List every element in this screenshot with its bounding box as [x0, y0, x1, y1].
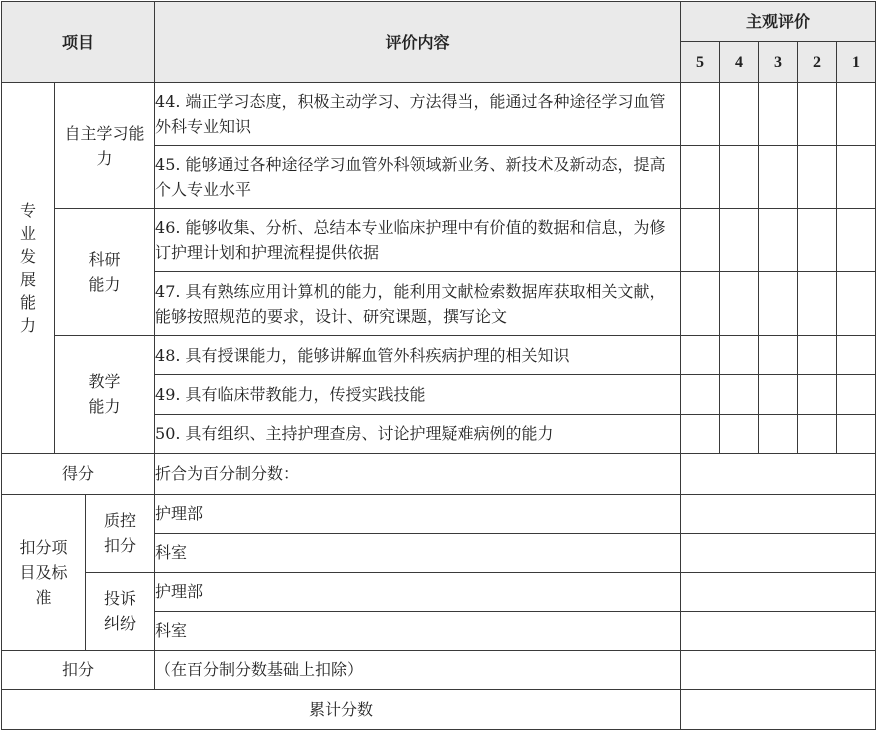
complaint-department: 科室: [155, 611, 681, 650]
score-header-2: 2: [798, 42, 837, 83]
score-cell[interactable]: [681, 146, 720, 209]
score-cell[interactable]: [798, 209, 837, 272]
deduction-items-label: 扣分项目及标准: [19, 537, 68, 607]
total-value-cell[interactable]: [681, 689, 876, 729]
score-cell[interactable]: [798, 336, 837, 375]
score-cell[interactable]: [798, 272, 837, 336]
score-cell[interactable]: [837, 336, 876, 375]
score-cell[interactable]: [837, 375, 876, 414]
score-cell[interactable]: [759, 209, 798, 272]
score-label: 得分: [2, 453, 155, 494]
score-cell[interactable]: [681, 414, 720, 453]
group-research: [55, 209, 155, 336]
deduction-total-value-cell[interactable]: [681, 650, 876, 689]
item-44: 44. 端正学习态度，积极主动学习、方法得当，能通过各种途径学习血管外科专业知识: [155, 83, 681, 146]
category-cell: [2, 83, 55, 453]
item-50: 50. 具有组织、主持护理查房、讨论护理疑难病例的能力: [155, 414, 681, 453]
deduction-value-cell[interactable]: [681, 494, 876, 533]
score-cell[interactable]: [720, 272, 759, 336]
score-cell[interactable]: [720, 414, 759, 453]
header-content: 评价内容: [155, 2, 681, 83]
score-cell[interactable]: [837, 414, 876, 453]
deduction-text: （在百分制分数基础上扣除）: [155, 650, 681, 689]
score-cell[interactable]: [720, 209, 759, 272]
score-row: [2, 453, 876, 494]
total-row: [2, 689, 876, 729]
table-row: [2, 209, 876, 272]
score-cell[interactable]: [681, 336, 720, 375]
header-item: 项目: [2, 2, 155, 83]
score-cell[interactable]: [759, 375, 798, 414]
deduction-value-cell[interactable]: [681, 533, 876, 572]
header-row: [2, 2, 876, 42]
score-header-3: 3: [759, 42, 798, 83]
table-row: [2, 83, 876, 146]
score-header-4: 4: [720, 42, 759, 83]
score-cell[interactable]: [681, 209, 720, 272]
deduction-items-label-cell: [2, 494, 86, 650]
score-cell[interactable]: [720, 375, 759, 414]
score-cell[interactable]: [759, 336, 798, 375]
total-label: 累计分数: [2, 689, 681, 729]
deduction-value-cell[interactable]: [681, 611, 876, 650]
item-45: 45. 能够通过各种途径学习血管外科领域新业务、新技术及新动态，提高个人专业水平: [155, 146, 681, 209]
score-cell[interactable]: [681, 83, 720, 146]
score-cell[interactable]: [837, 146, 876, 209]
score-header-5: 5: [681, 42, 720, 83]
header-subjective: 主观评价: [681, 2, 876, 42]
item-47: 47. 具有熟练应用计算机的能力，能利用文献检索数据库获取相关文献，能够按照规范的要求，设计、研究课题，撰写论文: [155, 272, 681, 336]
deduction-row: [2, 494, 876, 533]
score-cell[interactable]: [681, 375, 720, 414]
complaint-label: 投诉纠纷: [103, 589, 136, 634]
category-label: 专业发展能力: [19, 200, 36, 335]
score-cell[interactable]: [759, 83, 798, 146]
quality-label: 质控扣分: [103, 511, 136, 556]
deduction-total-row: [2, 650, 876, 689]
deduction-label: 扣分: [2, 650, 155, 689]
score-cell[interactable]: [798, 146, 837, 209]
score-cell[interactable]: [837, 272, 876, 336]
group-label: 自主学习能力: [64, 123, 145, 168]
score-cell[interactable]: [798, 83, 837, 146]
score-cell[interactable]: [720, 336, 759, 375]
score-cell[interactable]: [837, 209, 876, 272]
quality-department: 科室: [155, 533, 681, 572]
group-label: 教学能力: [88, 372, 121, 417]
score-cell[interactable]: [720, 146, 759, 209]
evaluation-table: [1, 1, 876, 730]
group-self-study: [55, 83, 155, 209]
quality-nursing-dept: 护理部: [155, 494, 681, 533]
score-cell[interactable]: [837, 83, 876, 146]
score-cell[interactable]: [759, 146, 798, 209]
deduction-row: [2, 572, 876, 611]
item-48: 48. 具有授课能力，能够讲解血管外科疾病护理的相关知识: [155, 336, 681, 375]
group-teaching: [55, 336, 155, 453]
table-row: [2, 336, 876, 375]
score-text: 折合为百分制分数：: [155, 453, 681, 494]
complaint-label-cell: [86, 572, 155, 650]
item-49: 49. 具有临床带教能力，传授实践技能: [155, 375, 681, 414]
item-46: 46. 能够收集、分析、总结本专业临床护理中有价值的数据和信息，为修订护理计划和护理流程提供依据: [155, 209, 681, 272]
score-value-cell[interactable]: [681, 453, 876, 494]
score-cell[interactable]: [798, 375, 837, 414]
complaint-nursing-dept: 护理部: [155, 572, 681, 611]
score-cell[interactable]: [720, 83, 759, 146]
quality-label-cell: [86, 494, 155, 572]
score-cell[interactable]: [798, 414, 837, 453]
group-label: 科研能力: [88, 250, 121, 295]
score-cell[interactable]: [681, 272, 720, 336]
score-cell[interactable]: [759, 414, 798, 453]
deduction-value-cell[interactable]: [681, 572, 876, 611]
score-cell[interactable]: [759, 272, 798, 336]
score-header-1: 1: [837, 42, 876, 83]
